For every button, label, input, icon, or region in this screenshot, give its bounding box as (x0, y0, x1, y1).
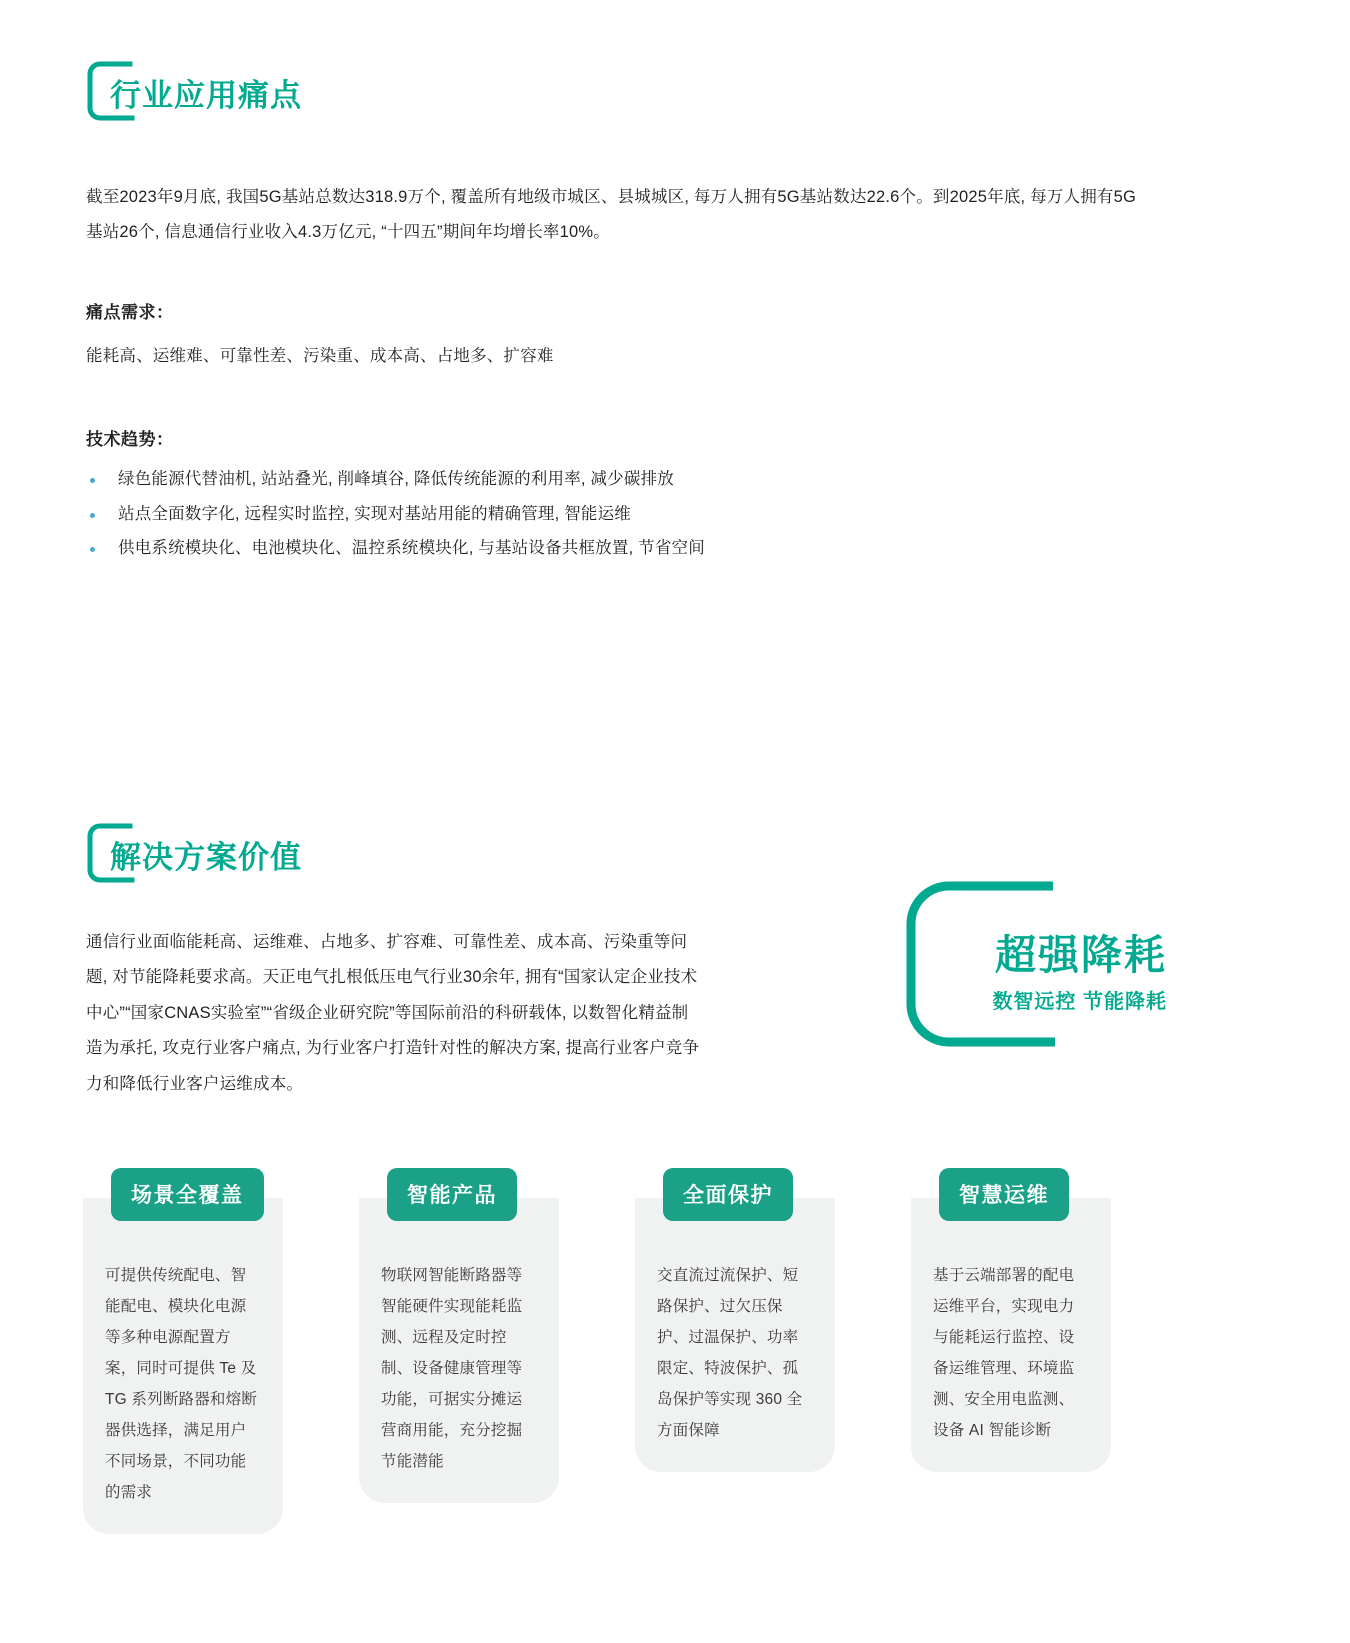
tech-trend-list (86, 462, 1086, 566)
bracket-decoration-icon (86, 60, 146, 122)
intro-paragraph: 截至2023年9月底, 我国5G基站总数达318.9万个, 覆盖所有地级市城区、县城城区, 每万人拥有5G基站数达22.6个。到2025年底, 每万人拥有5G基站26个, 信息通信行业收入4.3万亿元, “十四五”期间年均增长率10%。 (86, 188, 1136, 241)
section-heading-solution-value (86, 822, 302, 884)
card-tag-label: 全面保护 (663, 1168, 793, 1221)
card-body-text: 物联网智能断路器等智能硬件实现能耗监测、远程及定时控制、设备健康管理等功能，可据实分摊运营商用能，充分挖掘节能潜能 (359, 1198, 559, 1503)
card-body-text: 基于云端部署的配电运维平台，实现电力与能耗运行监控、设备运维管理、环境监测、安全用电监测、设备 AI 智能诊断 (911, 1198, 1111, 1472)
section-title: 行业应用痛点 (110, 77, 302, 113)
highlight-badge (905, 880, 1175, 1055)
card-tag-label: 智能产品 (387, 1168, 517, 1221)
pain-demand-text: 能耗高、运维难、可靠性差、污染重、成本高、占地多、扩容难 (86, 347, 554, 365)
card-tag-label: 场景全覆盖 (111, 1168, 264, 1221)
bracket-decoration-icon (86, 822, 146, 884)
list-item: 供电系统模块化、电池模块化、温控系统模块化, 与基站设备共框放置, 节省空间 (86, 531, 1086, 566)
badge-main-text: 超强降耗 (995, 932, 1167, 978)
tech-trend-heading: 技术趋势： (86, 430, 174, 449)
badge-sub-text: 数智远控 节能降耗 (992, 991, 1167, 1014)
section-title: 解决方案价值 (110, 839, 302, 875)
section-heading-pain-points (86, 60, 302, 122)
list-item: 绿色能源代替油机, 站站叠光, 削峰填谷, 降低传统能源的利用率, 减少碳排放 (86, 462, 1086, 497)
card-body-text: 交直流过流保护、短路保护、过欠压保护、过温保护、功率限定、特波保护、孤岛保护等实现 360 全方面保障 (635, 1198, 835, 1472)
solution-value-paragraph: 通信行业面临能耗高、运维难、占地多、扩容难、可靠性差、成本高、污染重等问题, 对节能降耗要求高。天正电气扎根低压电气行业30余年, 拥有“国家认定企业技术中心”“国家CNAS实验室”“省级企业研究院”等国际前沿的科研载体, 以数智化精益制造为承托, 攻克行业客户痛点, 为行业客户打造针对性的解决方案, 提高行业客户竞争力和降低行业客户运维成本。 (86, 933, 700, 1093)
badge-text-block (947, 932, 1167, 1014)
list-item: 站点全面数字化, 远程实时监控, 实现对基站用能的精确管理, 智能运维 (86, 497, 1086, 532)
pain-demand-heading: 痛点需求： (86, 303, 174, 322)
card-body-text: 可提供传统配电、智能配电、模块化电源等多种电源配置方案，同时可提供 Te 及 TG 系列断路器和熔断器供选择，满足用户不同场景，不同功能的需求 (83, 1198, 283, 1534)
card-tag-label: 智慧运维 (939, 1168, 1069, 1221)
